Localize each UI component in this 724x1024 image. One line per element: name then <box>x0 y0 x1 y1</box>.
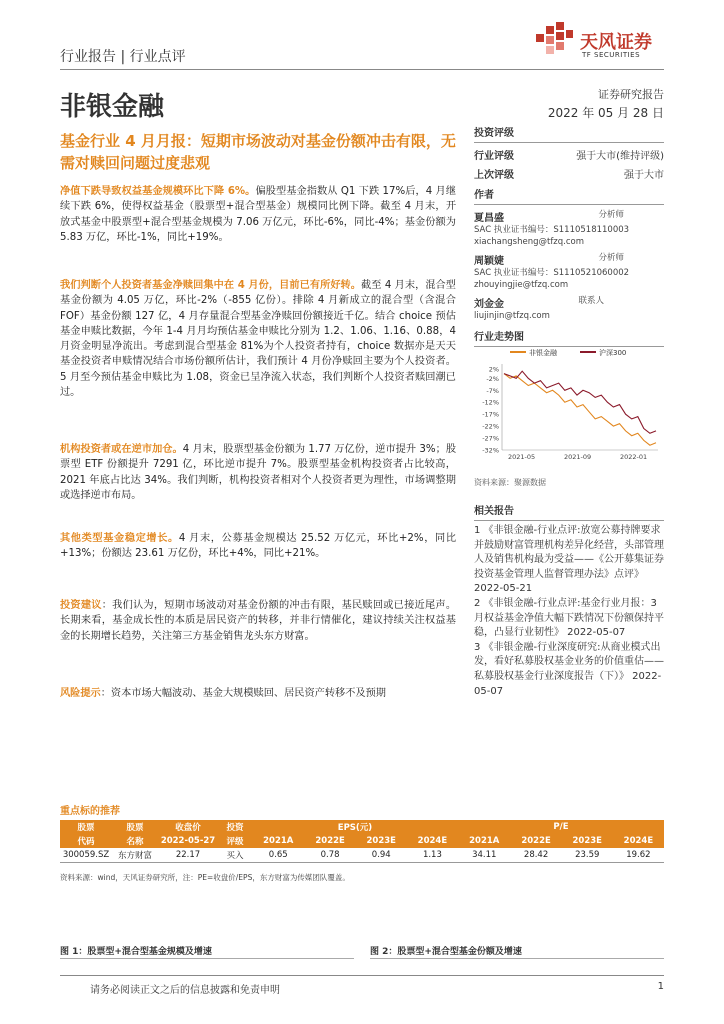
table-header-cell: 2021A <box>252 834 305 848</box>
table-cell: 34.11 <box>472 850 497 860</box>
table-header-cell: 投资 <box>218 820 252 834</box>
y-tick-label: -7% <box>486 386 499 395</box>
report-title: 基金行业 4 月月报：短期市场波动对基金份额冲击有限，无需对赎回问题过度悲观 <box>60 132 456 172</box>
y-tick-label: -17% <box>482 410 499 419</box>
author-section <box>474 186 664 322</box>
related-heading: 相关报告 <box>474 506 514 517</box>
paragraph-lead: 机构投资者或在逆市加仓。 <box>60 444 183 455</box>
header-divider <box>60 69 664 70</box>
logo-icon <box>532 18 576 62</box>
table-header-cell: EPS(元) <box>252 820 458 834</box>
figure-caption: 图 2：股票型+混合型基金份额及增速 <box>370 947 522 957</box>
related-report-link[interactable]: 3 《非银金融-行业深度研究:从商业模式出发，看好私募股权基金业务的价值重估——私募股权基金行业深度报告（下）》 2022-05-07 <box>474 641 664 697</box>
y-tick-label: 2% <box>488 365 499 374</box>
paragraph-lead: 净值下跌导致权益基金规模环比下降 6%。 <box>60 186 256 197</box>
y-tick-label: -2% <box>486 374 499 383</box>
table-header-cell: 2022E <box>305 834 356 848</box>
stock-table <box>60 820 664 863</box>
table-header-cell: P/E <box>458 820 664 834</box>
related-section <box>474 502 664 699</box>
y-tick-label: -12% <box>482 398 499 407</box>
y-tick-label: -27% <box>482 434 499 443</box>
footer-divider <box>60 975 664 976</box>
footer-disclaimer: 请务必阅读正文之后的信息披露和免责申明 <box>90 985 280 996</box>
author-entry <box>474 209 664 248</box>
logo-text-en: TF SECURITIES <box>582 51 641 59</box>
table-header-cell: 2023E <box>356 834 407 848</box>
author-name: 周颖婕 <box>474 256 504 267</box>
company-logo <box>532 18 672 64</box>
table-title: 重点标的推荐 <box>60 806 120 817</box>
author-entry <box>474 295 664 322</box>
table-header-cell: 收盘价 <box>158 820 218 834</box>
figure-caption: 图 1：股票型+混合型基金规模及增速 <box>60 947 212 957</box>
paragraph-lead: 我们判断个人投资者基金净赎回集中在 4 月份，目前已有所好转。 <box>60 280 362 291</box>
paragraph-text: ：我们认为，短期市场波动对基金份额的冲击有限，基民赎回或已接近尾声。长期来看，基金成长性的本质是居民资产的转移，并非行情催化，建议持续关注权益基金的长期增长趋势，关注第三方基金销售龙头东方财富。 <box>60 600 457 642</box>
rating-value: 强于大市(维持评级) <box>576 151 664 162</box>
author-email[interactable]: xiachangsheng@tfzq.com <box>474 237 585 247</box>
author-role: 联系人 <box>578 296 604 306</box>
table-header-cell: 2024E <box>407 834 458 848</box>
paragraph-lead: 风险提示 <box>60 688 101 699</box>
y-tick-label: -32% <box>482 446 499 455</box>
paragraph <box>60 442 456 503</box>
series-line-hs300 <box>504 371 656 433</box>
table-row <box>60 848 664 863</box>
rating-heading: 投资评级 <box>474 128 514 139</box>
x-tick-label: 2021-09 <box>564 453 592 461</box>
table-header-cell: 代码 <box>60 834 112 848</box>
legend-label: 非银金融 <box>529 349 557 357</box>
table-note: 资料来源：wind，天风证券研究所，注：PE=收盘价/EPS，东方财富为传媒团队覆盖。 <box>60 873 350 882</box>
report-type: 证券研究报告 <box>598 88 664 101</box>
author-role: 分析师 <box>598 210 624 220</box>
author-email[interactable]: liujinjin@tfzq.com <box>474 311 550 321</box>
table-header-cell: 股票 <box>112 820 158 834</box>
series-line-nonbank <box>504 374 656 446</box>
table-cell: 0.94 <box>371 850 391 860</box>
rating-value: 强于大市 <box>624 170 664 181</box>
trend-heading: 行业走势图 <box>474 332 524 343</box>
rating-label: 上次评级 <box>474 170 514 181</box>
author-role: 分析师 <box>598 253 624 263</box>
author-email[interactable]: zhouyingjie@tfzq.com <box>474 280 569 290</box>
divider <box>370 958 664 959</box>
industry-trend-chart <box>474 346 664 464</box>
paragraph <box>60 278 456 400</box>
table-header-cell: 股票 <box>60 820 112 834</box>
page-number: 1 <box>657 981 664 992</box>
author-cert: SAC 执业证书编号：S1110518110003 <box>474 225 630 235</box>
x-tick-label: 2022-01 <box>620 453 648 461</box>
table-header-cell: 2023E <box>562 834 613 848</box>
divider <box>60 958 354 959</box>
paragraph <box>60 598 456 644</box>
table-header-cell: 2021A <box>458 834 511 848</box>
table-cell: 0.65 <box>268 850 288 860</box>
table-header-cell: 2022-05-27 <box>158 834 218 848</box>
related-report-link[interactable]: 1 《非银金融-行业点评:放宽公募持牌要求并鼓励财富管理机构差异化经营，头部管理人及销售机构最为受益——《公开募集证券投资基金管理人监督管理办法》点评》 2022-05-21 <box>474 525 664 595</box>
table-cell: 东方财富 <box>117 851 152 861</box>
divider <box>474 204 664 205</box>
table-cell: 0.78 <box>320 850 340 860</box>
report-category: 行业报告 | 行业点评 <box>60 49 186 65</box>
table-cell: 23.59 <box>575 850 600 860</box>
paragraph-text: 偏股型基金指数从 Q1 下跌 17%后，4 月继续下跌 6%，使得权益基金（股票型+混合型基金）规模同比例下降。截至 4 月末，开放式基金中股票型+混合型基金规模为 7.06 万亿元，环比-6%，同比-4%；基金份额为 5.83 万亿，环比-1%，同比+19%。 <box>60 186 457 243</box>
chart-source: 资料来源：聚源数据 <box>474 478 546 487</box>
paragraph-text: 4 月末，公募基金规模达 25.52 万亿元，环比+2%，同比+13%；份额达 23.61 万亿份，环比+4%，同比+21%。 <box>60 533 457 560</box>
paragraph-lead: 投资建议 <box>60 600 102 611</box>
paragraph-text: 截至 4 月末，混合型基金份额为 4.05 万亿，环比-2%（-855 亿份）。排除 4 月新成立的混合型（含混合 FOF）基金份额 127 亿，4 月存量混合型基金净赎回份额接近千亿。结合 choice 预估基金申赎比数据，今年 1-4 月月均预估基金申赎比分别为 1.2、1.06、1.16、0.88，4 月资金明显净流出。考虑到混合型基金 81%为个人投资者持有，choice 数据亦是天天基金投资者申赎情况结合市场份额所估计，我们预计 4 月份净赎回主要为个人投资者。5 月至今预估基金申赎比为 1.08，资金已呈净流入状态，我们判断个人投资者赎回潮已过。 <box>60 280 456 399</box>
logo-text: 天风证券 <box>580 32 652 53</box>
author-name: 刘金金 <box>474 299 504 310</box>
table-header-cell: 名称 <box>112 834 158 848</box>
author-heading: 作者 <box>474 190 494 201</box>
paragraph-lead: 其他类型基金稳定增长。 <box>60 533 179 544</box>
table-header-row <box>60 820 664 834</box>
table-header-cell: 评级 <box>218 834 252 848</box>
table-cell: 22.17 <box>175 850 201 860</box>
table-cell: 买入 <box>226 851 244 861</box>
rating-row <box>474 147 664 162</box>
industry-title: 非银金融 <box>60 92 165 122</box>
author-name: 夏昌盛 <box>474 213 504 224</box>
divider <box>474 520 664 521</box>
table-cell: 19.62 <box>626 850 651 860</box>
paragraph-text: ：资本市场大幅波动、基金大规模赎回、居民资产转移不及预期 <box>100 688 386 699</box>
table-header-row <box>60 834 664 848</box>
table-header-cell: 2022E <box>511 834 562 848</box>
rating-label: 行业评级 <box>474 151 514 162</box>
author-entry <box>474 252 664 291</box>
trend-section <box>474 328 664 347</box>
report-date: 2022 年 05 月 28 日 <box>547 106 664 120</box>
table-cell: 1.13 <box>422 850 442 860</box>
legend-label: 沪深300 <box>599 349 627 357</box>
paragraph <box>60 686 456 701</box>
paragraph-text: 4 月末，股票型基金份额为 1.77 万亿份，逆市提升 3%；股票型 ETF 份额提升 7291 亿，环比逆市提升 7%。股票型基金机构投资者占比较高，2021 年底占比达 34%。我们判断，机构投资者相对个人投资者更为理性，市场调整期或选择逆市布局。 <box>60 444 457 501</box>
rating-row <box>474 166 664 181</box>
related-report-link[interactable]: 2 《非银金融-行业点评:基金行业月报：3 月权益基金净值大幅下跌情况下份额保持平稳，凸显行业韧性》 2022-05-07 <box>474 597 664 639</box>
y-tick-label: -22% <box>482 422 499 431</box>
table-cell: 28.42 <box>523 850 549 860</box>
author-cert: SAC 执业证书编号：S1110521060002 <box>474 268 630 278</box>
table-header-cell: 2024E <box>613 834 664 848</box>
x-tick-label: 2021-05 <box>508 453 536 461</box>
table-cell: 300059.SZ <box>62 850 110 860</box>
paragraph <box>60 531 456 562</box>
paragraph <box>60 184 456 245</box>
rating-section <box>474 124 664 181</box>
divider <box>474 142 664 143</box>
